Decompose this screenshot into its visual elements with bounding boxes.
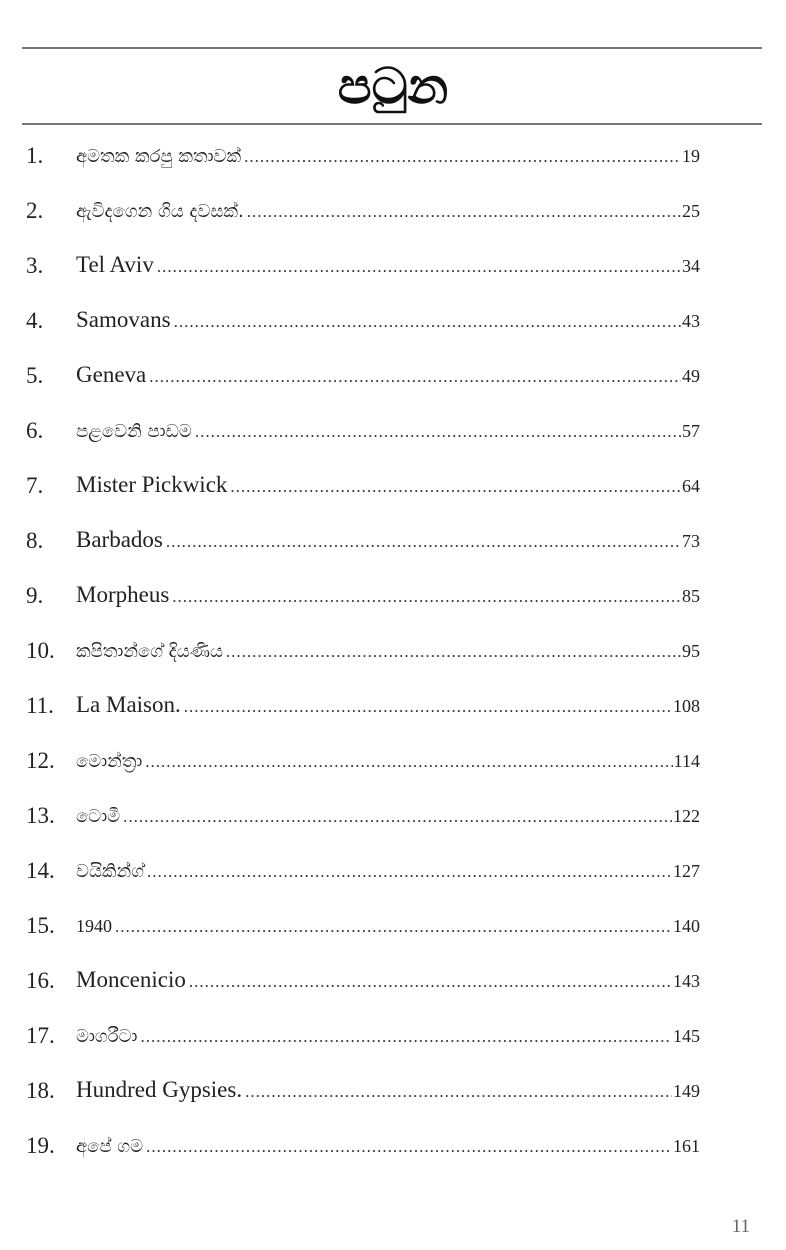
toc-entry-title: Moncenicio	[76, 967, 186, 992]
toc-entry-title: Barbados	[76, 527, 163, 552]
toc-entry-number: 9.	[26, 583, 44, 608]
toc-entry-page: 57	[682, 420, 700, 441]
dot-leader	[226, 632, 681, 672]
toc-entry-title: ඇවිදගෙන ගිය දවසක්.	[76, 200, 244, 222]
toc-entry-body	[76, 741, 700, 782]
toc-entry-title: අපේ ගම	[76, 1135, 144, 1157]
toc-entry[interactable]	[0, 686, 786, 726]
toc-entry[interactable]	[0, 301, 786, 341]
toc-entry-body	[76, 355, 700, 397]
toc-entry-page: 114	[673, 750, 700, 771]
toc-entry[interactable]	[0, 1071, 786, 1111]
toc-entry-body	[76, 1016, 700, 1057]
toc-entry-number: 2.	[26, 198, 44, 223]
toc-entry-number: 7.	[26, 473, 44, 498]
dot-leader	[245, 1072, 672, 1112]
dot-leader	[140, 1017, 672, 1057]
toc-entry-page: 127	[673, 860, 700, 881]
dot-leader	[146, 1127, 672, 1167]
toc-entry[interactable]	[0, 851, 786, 891]
toc-entry[interactable]	[0, 1016, 786, 1056]
toc-entry[interactable]	[0, 246, 786, 286]
toc-entry-number: 5.	[26, 363, 44, 388]
toc-entry-page: 122	[673, 805, 700, 826]
toc-entry-title: Tel Aviv	[76, 252, 154, 277]
toc-entry-page: 64	[682, 476, 700, 496]
toc-entry-title: La Maison.	[76, 692, 181, 717]
toc-entry-number: 1.	[26, 143, 44, 168]
toc-entry[interactable]	[0, 741, 786, 781]
toc-entry[interactable]	[0, 191, 786, 231]
dot-leader	[145, 742, 672, 782]
dot-leader	[166, 522, 681, 562]
toc-entry-body	[76, 300, 700, 342]
toc-entry-number: 13.	[26, 803, 55, 828]
toc-entry-number: 17.	[26, 1023, 55, 1048]
toc-entry-title: මොන්ත්‍රා	[76, 750, 143, 772]
toc-entry-body	[76, 906, 700, 947]
toc-entry-title: පළවෙනි පාඩම	[76, 420, 192, 442]
dot-leader	[147, 852, 672, 892]
dot-leader	[172, 577, 681, 617]
dot-leader	[230, 467, 681, 507]
toc-entry-title: ටොමී	[76, 805, 121, 827]
toc-entry-body	[76, 1070, 700, 1112]
toc-entry-body	[76, 796, 700, 837]
dot-leader	[123, 797, 672, 837]
top-rule	[22, 47, 762, 49]
toc-entry-body	[76, 411, 700, 452]
toc-entry-title: කපිතාන්ගේ දියණිය	[76, 640, 223, 662]
toc-entry-title: 1940	[76, 915, 112, 936]
toc-entry-page: 95	[682, 640, 700, 661]
dot-leader	[195, 412, 681, 452]
toc-entry-page: 108	[673, 696, 700, 716]
toc-entry[interactable]	[0, 521, 786, 561]
toc-entry-body	[76, 851, 700, 892]
toc-entry[interactable]	[0, 631, 786, 671]
toc-entry-page: 19	[682, 145, 700, 166]
toc-entry-page: 140	[673, 915, 700, 936]
toc-entry-body	[76, 136, 700, 177]
toc-entry-page: 161	[673, 1135, 700, 1156]
toc-entry-body	[76, 685, 700, 727]
toc-entry-title: Geneva	[76, 362, 147, 387]
toc-entry-body	[76, 465, 700, 507]
toc-entry-title: Hundred Gypsies.	[76, 1077, 243, 1102]
toc-entry-page: 149	[673, 1081, 700, 1101]
toc-entry[interactable]	[0, 961, 786, 1001]
toc-entry-number: 3.	[26, 253, 44, 278]
toc-entry-number: 11.	[26, 693, 54, 718]
toc-entry-page: 25	[682, 200, 700, 221]
toc-entry-page: 49	[682, 366, 700, 386]
toc-entry-body	[76, 575, 700, 617]
toc-entry-page: 143	[673, 971, 700, 991]
toc-entry-number: 15.	[26, 913, 55, 938]
toc-entry-title: වයිකින්ග්	[76, 860, 144, 882]
toc-entry[interactable]	[0, 411, 786, 451]
toc-entry-number: 16.	[26, 968, 55, 993]
toc-entry-page: 85	[682, 586, 700, 606]
dot-leader	[174, 302, 681, 342]
dot-leader	[244, 137, 681, 177]
toc-entry[interactable]	[0, 136, 786, 176]
toc-entry-page: 43	[682, 311, 700, 331]
toc-entry-number: 18.	[26, 1078, 55, 1103]
toc-entry[interactable]	[0, 466, 786, 506]
toc-entry-body	[76, 960, 700, 1002]
toc-entry-number: 14.	[26, 858, 55, 883]
toc-entry[interactable]	[0, 1126, 786, 1166]
dot-leader	[189, 962, 672, 1002]
page-title: පටුන	[337, 57, 449, 115]
toc-entry-number: 10.	[26, 638, 55, 663]
dot-leader	[157, 247, 681, 287]
toc-entry-title: අමතක කරපු කතාවක්	[76, 145, 242, 167]
page-number: 11	[731, 1216, 750, 1237]
toc-entry-title: Samovans	[76, 307, 171, 332]
toc-entry[interactable]	[0, 796, 786, 836]
toc-entry[interactable]	[0, 906, 786, 946]
toc-entry-number: 4.	[26, 308, 44, 333]
toc-entry-body	[76, 191, 700, 232]
toc-entry-body	[76, 520, 700, 562]
toc-entry-title: මාගරීටා	[76, 1025, 138, 1047]
toc-entry-page: 145	[673, 1025, 700, 1046]
dot-leader	[149, 357, 681, 397]
toc-entry-title: Mister Pickwick	[76, 472, 228, 497]
dot-leader	[184, 687, 672, 727]
bottom-rule	[22, 123, 762, 125]
toc-entry-title: Morpheus	[76, 582, 170, 607]
toc-entry-body	[76, 245, 700, 287]
toc-entry[interactable]	[0, 356, 786, 396]
toc-entry-body	[76, 1126, 700, 1167]
toc-entry[interactable]	[0, 576, 786, 616]
toc-entry-number: 6.	[26, 418, 44, 443]
dot-leader	[115, 907, 672, 947]
toc-entry-number: 19.	[26, 1133, 55, 1158]
toc-entry-body	[76, 631, 700, 672]
toc-entry-page: 73	[682, 531, 700, 551]
toc-entry-number: 8.	[26, 528, 44, 553]
dot-leader	[247, 192, 681, 232]
toc-entry-number: 12.	[26, 748, 55, 773]
toc-entry-page: 34	[682, 256, 700, 276]
